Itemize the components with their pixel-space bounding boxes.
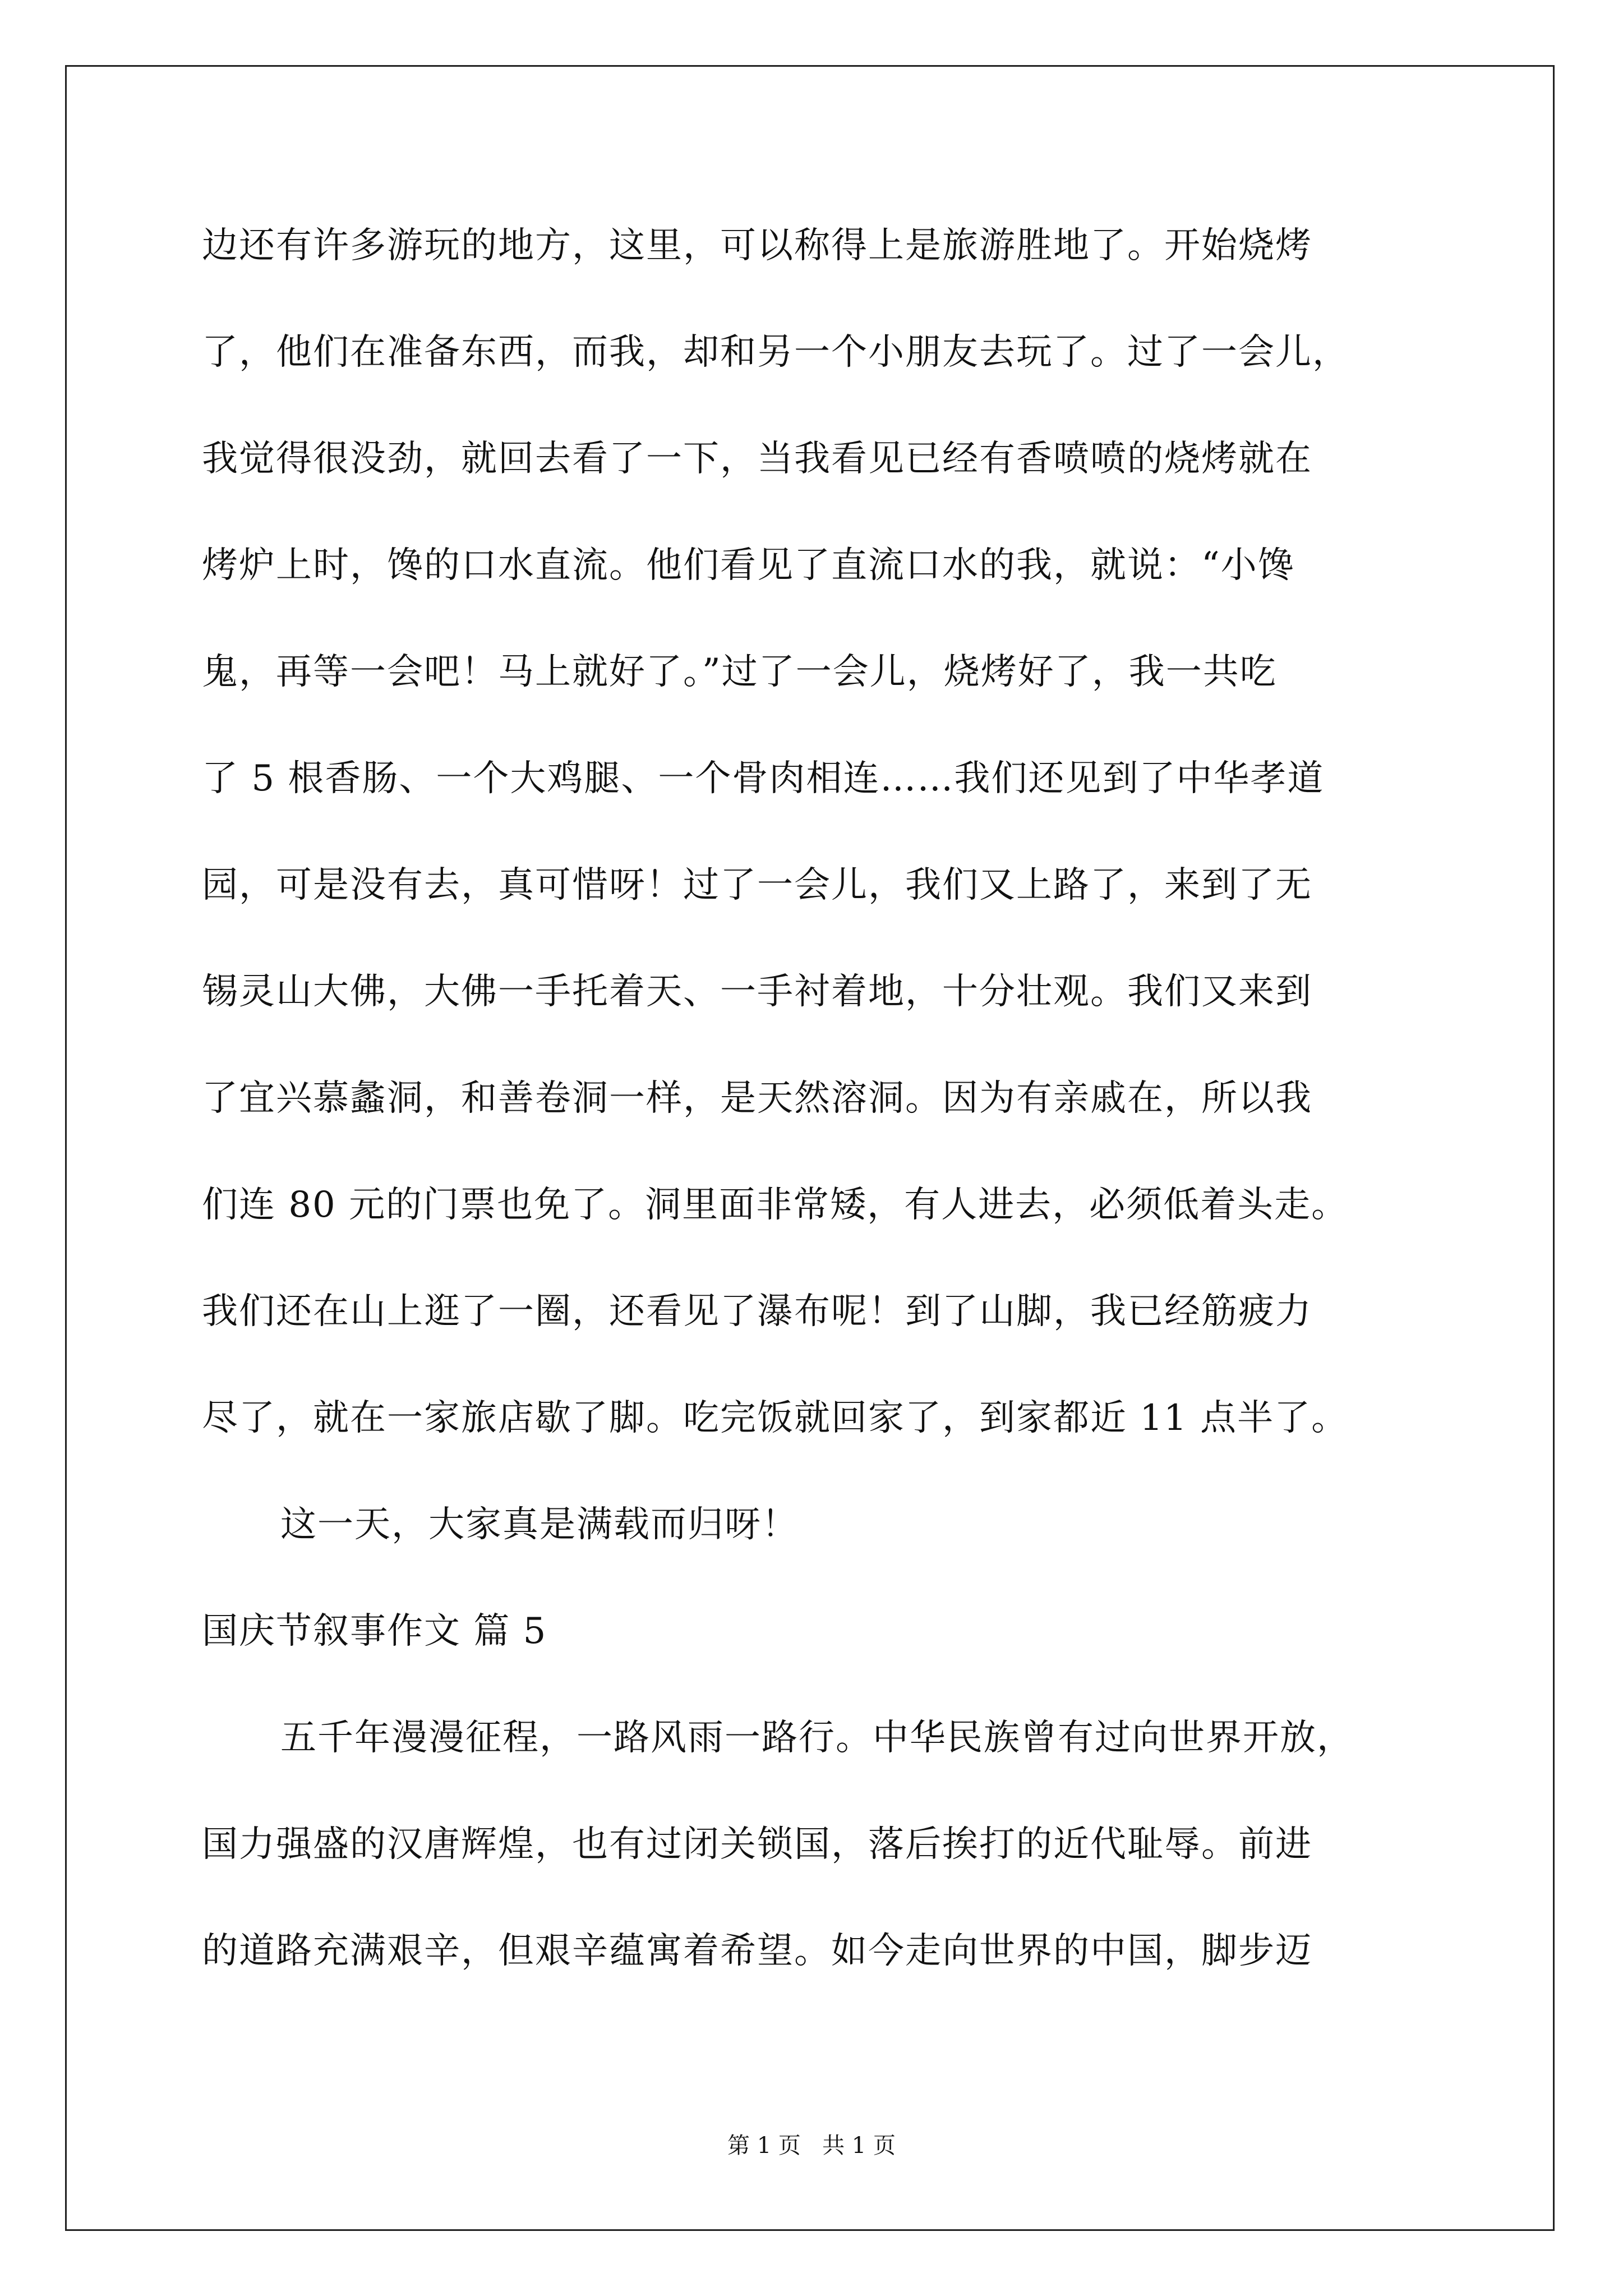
text-line: 五千年漫漫征程，一路风雨一路行。中华民族曾有过向世界开放， xyxy=(280,1717,1354,1759)
text-line: 锡灵山大佛，大佛一手托着天、一手衬着地，十分壮观。我们又来到 xyxy=(202,971,1312,1013)
text-line: 了，他们在准备东西，而我，却和另一个小朋友去玩了。过了一会儿， xyxy=(202,332,1349,373)
text-line: 园，可是没有去，真可惜呀！过了一会儿，我们又上路了，来到了无 xyxy=(202,864,1312,906)
text-line: 了 5 根香肠、一个大鸡腿、一个骨肉相连……我们还见到了中华孝道 xyxy=(202,758,1325,799)
page-number-footer: 第 1 页 共 1 页 xyxy=(727,2133,896,2159)
text-line: 鬼，再等一会吧！马上就好了。”过了一会儿，烧烤好了，我一共吃 xyxy=(202,651,1277,693)
text-line: 的道路充满艰辛，但艰辛蕴寓着希望。如今走向世界的中国，脚步迈 xyxy=(202,1930,1312,1972)
text-line: 尽了，就在一家旅店歇了脚。吃完饭就回家了，到家都近 11 点半了。 xyxy=(202,1397,1349,1439)
text-line: 我们还在山上逛了一圈，还看见了瀑布呢！到了山脚，我已经筋疲力 xyxy=(202,1291,1312,1332)
text-line: 们连 80 元的门票也免了。洞里面非常矮，有人进去，必须低着头走。 xyxy=(202,1184,1349,1226)
paragraph-closing-line: 这一天，大家真是满载而归呀！ xyxy=(280,1504,799,1545)
document-body xyxy=(202,219,1424,2031)
text-line: 了宜兴慕蠡洞，和善卷洞一样，是天然溶洞。因为有亲戚在，所以我 xyxy=(202,1078,1312,1119)
text-line: 我觉得很没劲，就回去看了一下，当我看见已经有香喷喷的烧烤就在 xyxy=(202,438,1312,480)
section-heading: 国庆节叙事作文 篇 5 xyxy=(202,1611,547,1652)
text-line: 国力强盛的汉唐辉煌，也有过闭关锁国，落后挨打的近代耻辱。前进 xyxy=(202,1824,1312,1865)
text-line: 烤炉上时，馋的口水直流。他们看见了直流口水的我，就说：“小馋 xyxy=(202,545,1295,586)
text-line: 边还有许多游玩的地方，这里，可以称得上是旅游胜地了。开始烧烤 xyxy=(202,225,1312,266)
